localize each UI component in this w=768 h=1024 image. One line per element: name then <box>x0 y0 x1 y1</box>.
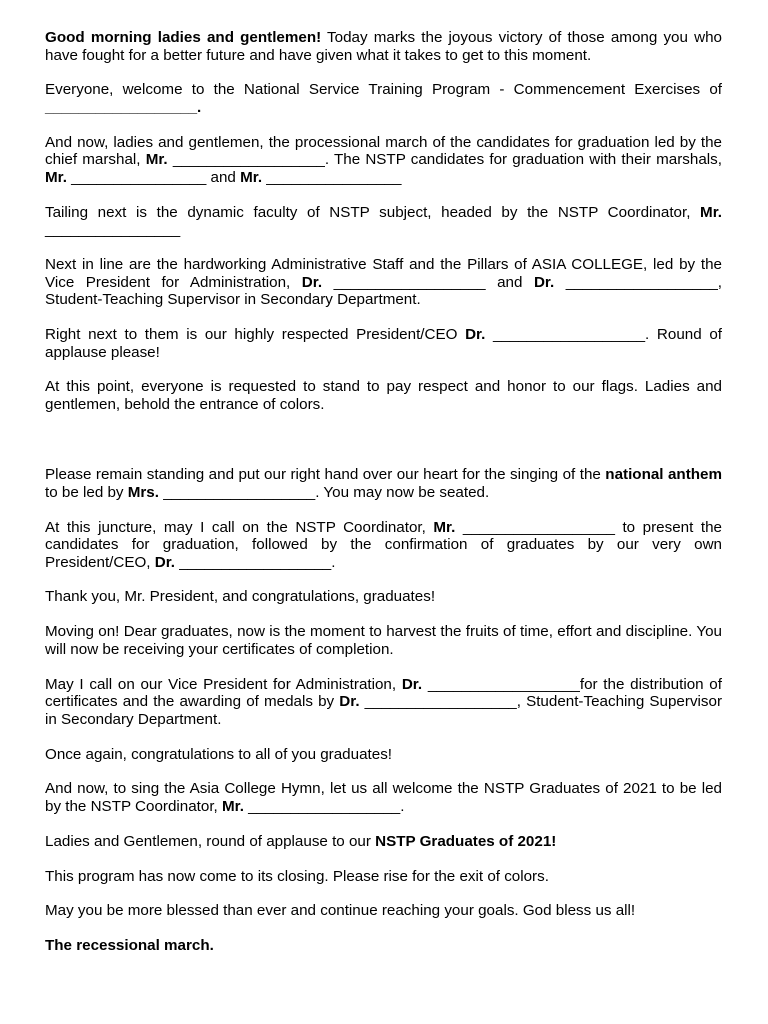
paragraph-opening-greeting: Good morning ladies and gentlemen! Today marks the joyous victory of those among you who have fought for a better future and have given what it takes to get to this moment. <box>45 29 722 64</box>
paragraph-thank-you: Thank you, Mr. President, and congratulations, graduates! <box>45 588 436 606</box>
paragraph-entrance-of-colors: At this point, everyone is requested to stand to pay respect and honor to our flags. Ladies and gentlemen, behold the entrance of colors. <box>45 378 722 414</box>
paragraph-president: Right next to them is our highly respected President/CEO Dr. __________________. Round of applause please! <box>45 326 722 361</box>
paragraph-college-hymn: And now, to sing the Asia College Hymn, let us all welcome the NSTP Graduates of 2021 to be led by the NSTP Coordinator, Mr. __________________. <box>45 780 722 815</box>
paragraph-welcome: Everyone, welcome to the National Service Training Program - Commencement Exercises of __________________. <box>45 81 722 116</box>
paragraph-certificates: Moving on! Dear graduates, now is the moment to harvest the fruits of time, effort and discipline. You will now be receiving your certificates of completion. <box>45 623 722 658</box>
paragraph-blessing: May you be more blessed than ever and continue reaching your goals. God bless us all! <box>45 902 636 920</box>
paragraph-distribution-of-certificates: May I call on our Vice President for Administration, Dr. __________________for the distribution of certificates and the awarding of medals by Dr. __________________, Student-Teaching Supervisor in Secondary Department. <box>45 675 723 728</box>
paragraph-national-anthem: Please remain standing and put our right hand over our heart for the singing of the national anthem to be led by Mrs. __________________. You may now be seated. <box>45 466 722 501</box>
paragraph-congratulations: Once again, congratulations to all of you graduates! <box>45 745 393 763</box>
paragraph-recessional-march: The recessional march. <box>45 937 214 955</box>
paragraph-administrative-staff: Next in line are the hardworking Administrative Staff and the Pillars of ASIA COLLEGE, led by the Vice President for Administration, Dr. __________________ and Dr. __________________, Student-Teaching Supervisor in Secondary Department. <box>45 256 722 309</box>
paragraph-presentation-of-candidates: At this juncture, may I call on the NSTP Coordinator, Mr. __________________ to present the candidates for graduation, followed by the confirmation of graduates by our very own President/CEO, Dr. __________________. <box>45 518 722 571</box>
paragraph-faculty: Tailing next is the dynamic faculty of NSTP subject, headed by the NSTP Coordinator, Mr. ________________ <box>45 203 722 239</box>
paragraph-exit-of-colors: This program has now come to its closing. Please rise for the exit of colors. <box>45 867 549 885</box>
paragraph-processional-march: And now, ladies and gentlemen, the processional march of the candidates for graduation led by the chief marshal, Mr. __________________. The NSTP candidates for graduation with their marshals, Mr. ________________ and Mr. ________________ <box>45 133 722 186</box>
paragraph-round-of-applause: Ladies and Gentlemen, round of applause to our NSTP Graduates of 2021! <box>45 832 557 850</box>
